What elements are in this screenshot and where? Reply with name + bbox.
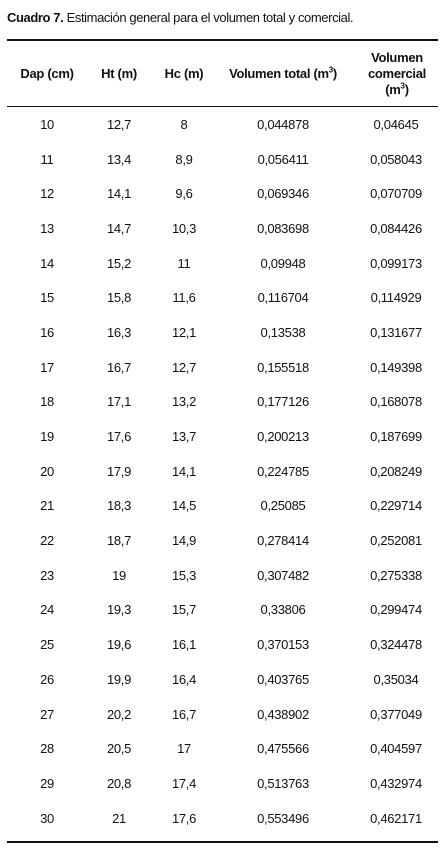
cell-volumen-total: 0,224785 [257,463,309,479]
cell-volumen-comercial: 0,208249 [370,463,422,479]
cell-volumen-comercial: 0,114929 [370,290,422,306]
cell-ht: 15,8 [106,290,132,306]
cell-dap: 23 [40,567,54,583]
cell-ht: 19,9 [106,671,132,687]
table-row [7,246,438,281]
table-row [7,593,438,628]
table-row [7,419,438,454]
table-row [7,385,438,420]
cell-volumen-comercial: 0,432974 [370,775,422,791]
cell-dap: 17 [40,359,54,375]
cell-hc: 17,4 [171,775,197,791]
cell-volumen-comercial: 0,35034 [373,671,419,687]
cell-volumen-total: 0,307482 [257,567,309,583]
cell-volumen-total: 0,09948 [260,255,306,271]
cell-ht: 19,3 [106,602,132,618]
cell-ht: 12,7 [106,116,132,132]
cell-volumen-comercial: 0,131677 [370,324,422,340]
table-row [7,315,438,350]
cell-dap: 28 [40,741,54,757]
cell-dap: 10 [40,116,54,132]
table-row [7,766,438,801]
cell-ht: 21 [112,810,126,826]
cell-ht: 18,7 [106,533,132,549]
cell-volumen-total: 0,200213 [257,429,309,445]
cell-hc: 9,6 [175,186,193,202]
cell-hc: 14,5 [171,498,197,514]
table-row [7,489,438,524]
cell-ht: 18,3 [106,498,132,514]
cell-hc: 10,3 [171,220,197,236]
cell-hc: 14,1 [171,463,197,479]
header-volumen-total-tail: ) [332,65,337,81]
cell-volumen-comercial: 0,187699 [370,429,422,445]
cell-hc: 11,6 [172,290,196,306]
cell-volumen-comercial: 0,070709 [370,186,422,202]
header-ht-label: Ht (m) [101,65,137,81]
cell-volumen-total: 0,475566 [257,741,309,757]
header-hc-label: Hc (m) [164,65,204,81]
cell-volumen-total: 0,25085 [260,498,306,514]
cell-ht: 19,6 [106,637,132,653]
cell-volumen-comercial: 0,084426 [370,220,422,236]
table-row [7,731,438,766]
cell-volumen-total: 0,116704 [257,290,309,306]
cell-hc: 16,7 [171,706,197,722]
cell-hc: 8 [180,116,188,132]
cell-volumen-total: 0,044878 [257,116,309,132]
cell-volumen-comercial: 0,275338 [370,567,422,583]
header-hc [144,41,224,106]
cell-hc: 15,7 [171,602,197,618]
header-volumen-total [217,41,349,106]
cell-volumen-comercial: 0,252081 [370,533,422,549]
cell-volumen-total: 0,083698 [257,220,309,236]
cell-dap: 25 [40,637,54,653]
cell-volumen-total: 0,403765 [257,671,309,687]
header-dap [7,41,87,106]
cell-ht: 20,2 [106,706,132,722]
cell-volumen-comercial: 0,462171 [370,810,422,826]
cell-ht: 14,7 [106,220,132,236]
table-caption [7,10,443,25]
cell-volumen-total: 0,056411 [257,151,309,167]
header-volumen-total-sup: 3 [328,65,333,75]
cell-dap: 27 [40,706,54,722]
cell-volumen-total: 0,553496 [257,810,309,826]
cell-hc: 17,6 [171,810,197,826]
cell-volumen-comercial: 0,099173 [370,255,422,271]
cell-dap: 24 [40,602,54,618]
cell-volumen-comercial: 0,04645 [373,116,419,132]
cell-dap: 29 [40,775,54,791]
cell-volumen-total: 0,177126 [257,394,309,410]
cell-hc: 15,3 [171,567,197,583]
table-row [7,627,438,662]
table-row [7,662,438,697]
cell-volumen-comercial: 0,229714 [370,498,422,514]
cell-volumen-total: 0,33806 [260,602,306,618]
cell-ht: 14,1 [106,186,132,202]
cell-volumen-total: 0,513763 [257,775,309,791]
cell-volumen-total: 0,13538 [260,324,306,340]
cell-dap: 19 [40,429,54,445]
cell-dap: 26 [40,671,54,687]
table-row [7,454,438,489]
table-row [7,523,438,558]
table-row [7,350,438,385]
cell-dap: 21 [40,498,54,514]
cell-volumen-total: 0,155518 [257,359,309,375]
cell-volumen-comercial: 0,168078 [370,394,422,410]
caption-label: Cuadro 7. [7,10,64,25]
table-row [7,697,438,732]
cell-dap: 22 [40,533,54,549]
cell-volumen-comercial: 0,404597 [370,741,422,757]
cell-volumen-total: 0,278414 [257,533,309,549]
cell-dap: 14 [40,255,54,271]
cell-dap: 12 [40,186,54,202]
cell-hc: 16,1 [171,637,197,653]
header-dap-label: Dap (cm) [20,65,74,81]
table-row [7,142,438,177]
cell-hc: 17 [177,741,191,757]
cell-dap: 16 [40,324,54,340]
cell-ht: 20,8 [106,775,132,791]
cell-volumen-comercial: 0,324478 [370,637,422,653]
cell-dap: 20 [40,463,54,479]
cell-hc: 13,2 [171,394,197,410]
cell-hc: 8,9 [175,151,193,167]
cell-hc: 12,7 [171,359,197,375]
cell-volumen-comercial: 0,377049 [370,706,422,722]
header-volumen-comercial-tail: ) [404,81,409,97]
cell-ht: 13,4 [106,151,132,167]
cell-volumen-comercial: 0,149398 [370,359,422,375]
table-row [7,211,438,246]
cell-dap: 18 [40,394,54,410]
table-bottom-rule [7,841,438,843]
table-row [7,107,438,142]
table-body [7,107,438,835]
caption-text: Estimación general para el volumen total y comercial. [63,10,354,25]
cell-dap: 15 [40,290,54,306]
cell-hc: 11 [177,255,191,271]
header-volumen-comercial [359,41,435,106]
cell-hc: 12,1 [171,324,197,340]
cell-ht: 16,7 [106,359,132,375]
cell-volumen-comercial: 0,299474 [370,602,422,618]
table-header [7,41,438,106]
cell-ht: 17,1 [106,394,132,410]
cell-volumen-total: 0,438902 [257,706,309,722]
cell-ht: 17,9 [106,463,132,479]
cell-ht: 19 [112,567,126,583]
cell-ht: 20,5 [106,741,132,757]
header-volumen-total-label: Volumen total (m [229,65,329,81]
table-row [7,558,438,593]
cell-hc: 16,4 [171,671,197,687]
cell-dap: 13 [40,220,54,236]
cell-ht: 17,6 [106,429,132,445]
table-row [7,280,438,315]
cell-dap: 30 [40,810,54,826]
header-volumen-comercial-label: Volumen comercial (m [367,49,426,97]
cell-volumen-comercial: 0,058043 [370,151,422,167]
cell-volumen-total: 0,069346 [257,186,309,202]
cell-ht: 16,3 [106,324,132,340]
table-row [7,176,438,211]
cell-hc: 14,9 [171,533,197,549]
cell-ht: 15,2 [106,255,132,271]
cell-dap: 11 [40,151,54,167]
table-row [7,801,438,836]
cell-hc: 13,7 [171,429,197,445]
header-volumen-comercial-sup: 3 [400,81,405,91]
cell-volumen-total: 0,370153 [257,637,309,653]
